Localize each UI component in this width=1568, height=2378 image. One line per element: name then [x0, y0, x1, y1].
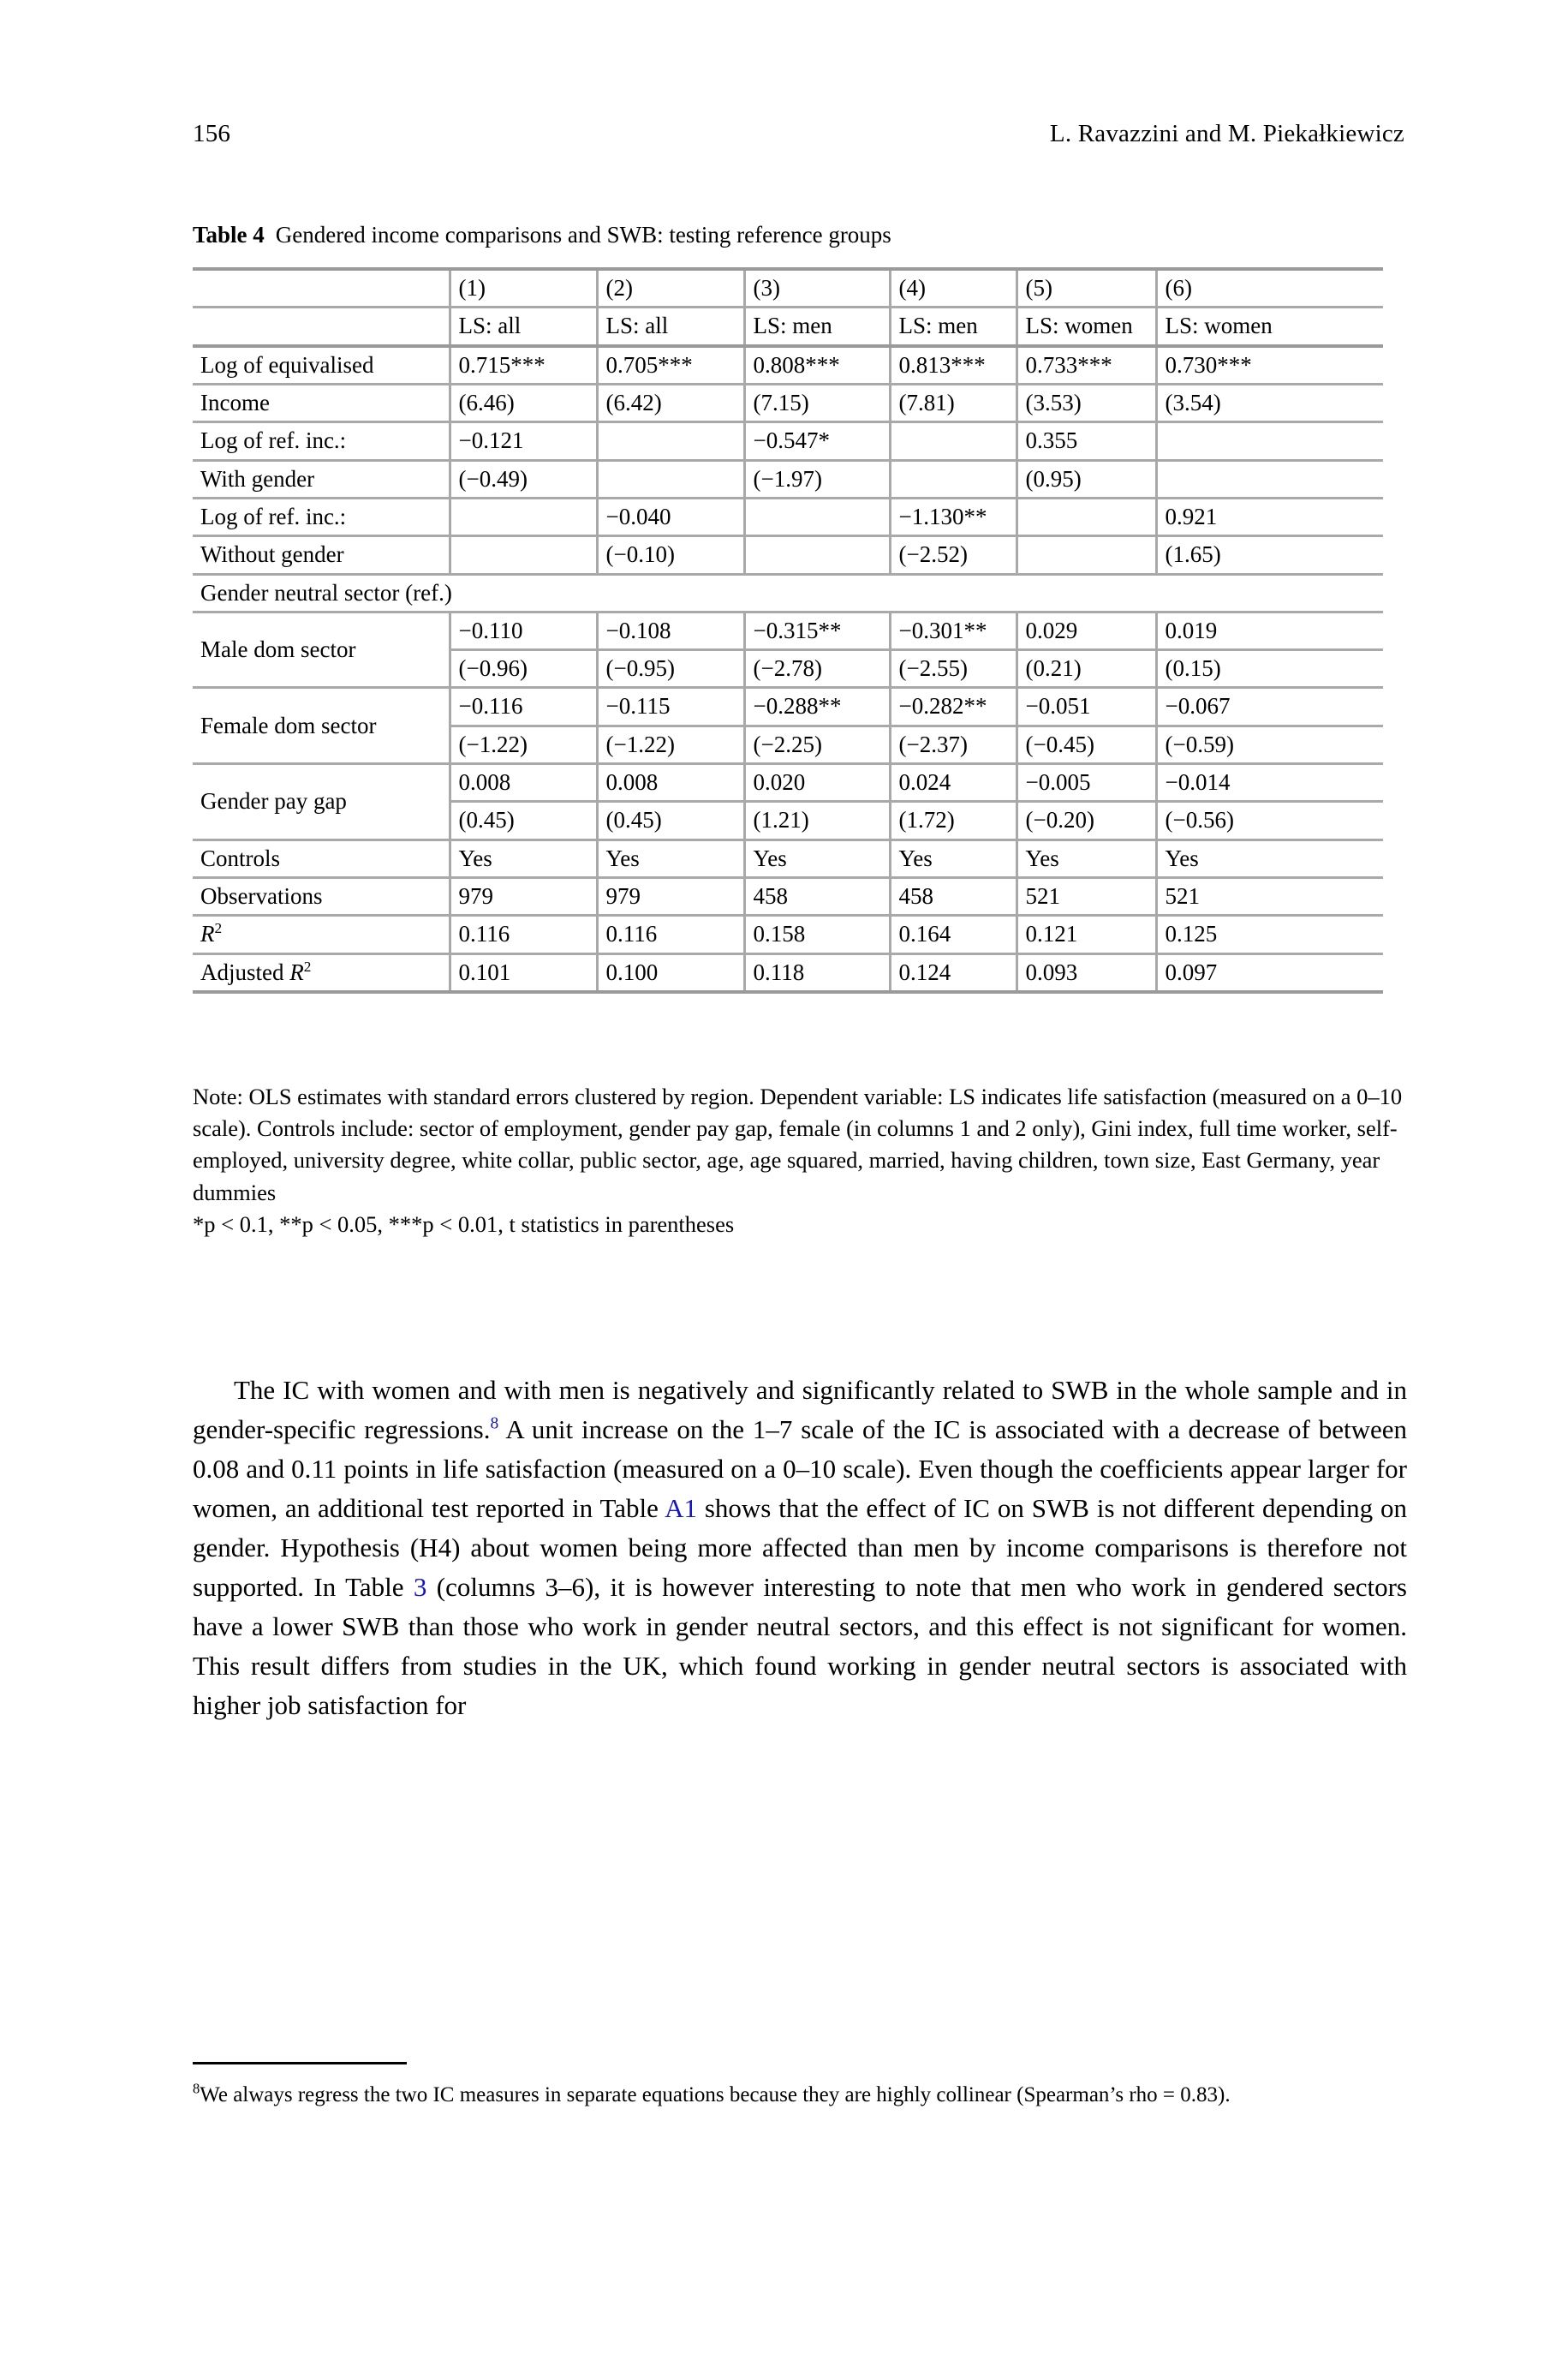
paragraph-text-part-4: (columns 3–6), it is however interesting to note that men who work in gendered sectors have a lower SWB than those who work in gender neutral sectors, and this effect is not significant for women. This result differs from studies in the UK, which found working in gender neutral sectors is associated with higher job satisfaction for	[193, 1572, 1407, 1721]
cell: 979	[597, 878, 744, 916]
cell: (−2.78)	[744, 650, 890, 688]
row-label: Without gender	[193, 536, 450, 574]
cell	[450, 498, 597, 535]
table-header-row-numbers	[193, 269, 1383, 308]
cell	[744, 498, 890, 535]
row-label: With gender	[193, 460, 450, 498]
cell: 0.715***	[450, 346, 597, 385]
cell: 0.020	[744, 764, 890, 802]
table-row	[193, 346, 1383, 385]
cell: 0.024	[890, 764, 1017, 802]
cell: (−0.45)	[1017, 726, 1156, 763]
col-number-6: (6)	[1156, 269, 1383, 308]
col-model-2: LS: all	[597, 308, 744, 346]
table-caption-text: Gendered income comparisons and SWB: testing reference groups	[275, 222, 891, 248]
footnote-block	[193, 2080, 1407, 2110]
cell: (0.21)	[1017, 650, 1156, 688]
row-label: Observations	[193, 878, 450, 916]
cell: (−0.56)	[1156, 802, 1383, 839]
table-row	[193, 460, 1383, 498]
paragraph-text-part-3: shows that the effect of IC on SWB is not different depending on gender. Hypothesis (H4) about women being more affected than men by income comparisons is therefore not supported. In Table	[193, 1493, 1407, 1603]
cell: (1.72)	[890, 802, 1017, 839]
col-model-3: LS: men	[744, 308, 890, 346]
table-4	[193, 267, 1383, 994]
cell: (0.95)	[1017, 460, 1156, 498]
cell: −0.282**	[890, 688, 1017, 726]
cell	[890, 422, 1017, 460]
cell: −0.121	[450, 422, 597, 460]
cell: −0.115	[597, 688, 744, 726]
cell	[744, 536, 890, 574]
footnote-text: We always regress the two IC measures in separate equations because they are highly collinear (Spearman’s rho = 0.83).	[200, 2083, 1231, 2106]
cell: 0.355	[1017, 422, 1156, 460]
cell: (−2.37)	[890, 726, 1017, 763]
cell: Yes	[890, 839, 1017, 877]
cell: (−2.55)	[890, 650, 1017, 688]
table-row	[193, 878, 1383, 916]
cell: (−1.22)	[597, 726, 744, 763]
table-note-text: Note: OLS estimates with standard errors clustered by region. Dependent variable: LS indicates life satisfaction (measured on a 0–10 scale). Controls include: sector of employment, gender pay gap, female (in columns 1 and 2 only), Gini index, full time worker, self-employed, university degree, white collar, public sector, age, age squared, married, having children, town size, East Germany, year dummies	[193, 1084, 1403, 1205]
cell: (0.45)	[450, 802, 597, 839]
row-label-adjusted-r-squared: Adjusted $R^2$	[193, 953, 450, 992]
cell: (−0.96)	[450, 650, 597, 688]
cell: 0.164	[890, 916, 1017, 953]
cell: −0.110	[450, 612, 597, 649]
row-label: Income	[193, 384, 450, 421]
table-note	[193, 1081, 1407, 1240]
row-label: Log of equivalised	[193, 346, 450, 385]
table-3-link[interactable]: 3	[413, 1572, 427, 1603]
cell: (−1.22)	[450, 726, 597, 763]
cell: (−0.49)	[450, 460, 597, 498]
col-model-1: LS: all	[450, 308, 597, 346]
row-label: Female dom sector	[193, 688, 450, 764]
cell: Yes	[744, 839, 890, 877]
col-number-5: (5)	[1017, 269, 1156, 308]
footnote-separator-rule	[193, 2062, 407, 2064]
col-number-1: (1)	[450, 269, 597, 308]
cell: (6.46)	[450, 384, 597, 421]
running-head	[193, 120, 1404, 148]
table-a1-link[interactable]: A1	[665, 1493, 697, 1524]
footnote-reference-8[interactable]: 8	[490, 1414, 499, 1433]
table-label: Table 4	[193, 222, 265, 248]
table-row	[193, 953, 1383, 992]
cell: (−1.97)	[744, 460, 890, 498]
cell: 0.125	[1156, 916, 1383, 953]
table-caption	[193, 221, 1409, 248]
table-row	[193, 688, 1383, 726]
regression-table	[193, 267, 1383, 994]
row-label: Log of ref. inc.:	[193, 498, 450, 535]
cell: 458	[744, 878, 890, 916]
cell: (−0.10)	[597, 536, 744, 574]
row-label: Gender neutral sector (ref.)	[193, 574, 1383, 612]
cell: −0.315**	[744, 612, 890, 649]
cell: (0.45)	[597, 802, 744, 839]
running-head-authors: L. Ravazzini and M. Piekałkiewicz	[1049, 120, 1404, 147]
cell: 0.158	[744, 916, 890, 953]
cell: (1.21)	[744, 802, 890, 839]
table-row	[193, 839, 1383, 877]
cell: (0.15)	[1156, 650, 1383, 688]
cell: 0.116	[450, 916, 597, 953]
cell: −0.014	[1156, 764, 1383, 802]
cell: 0.921	[1156, 498, 1383, 535]
cell: Yes	[1017, 839, 1156, 877]
table-row	[193, 612, 1383, 649]
cell: 0.813***	[890, 346, 1017, 385]
cell: Yes	[450, 839, 597, 877]
cell: −1.130**	[890, 498, 1017, 535]
cell: (−2.52)	[890, 536, 1017, 574]
header-corner-cell-2	[193, 308, 450, 346]
table-significance-note: *p < 0.1, **p < 0.05, ***p < 0.01, t statistics in parentheses	[193, 1210, 735, 1237]
footnote-number: 8	[193, 2080, 200, 2097]
header-corner-cell	[193, 269, 450, 308]
cell: −0.116	[450, 688, 597, 726]
col-number-2: (2)	[597, 269, 744, 308]
cell: 0.029	[1017, 612, 1156, 649]
col-model-6: LS: women	[1156, 308, 1383, 346]
cell: 0.100	[597, 953, 744, 992]
cell: 0.118	[744, 953, 890, 992]
cell: 0.733***	[1017, 346, 1156, 385]
table-row	[193, 422, 1383, 460]
cell: Yes	[1156, 839, 1383, 877]
cell: 0.008	[597, 764, 744, 802]
cell: (−0.95)	[597, 650, 744, 688]
row-label: Log of ref. inc.:	[193, 422, 450, 460]
cell	[597, 460, 744, 498]
cell: (−0.59)	[1156, 726, 1383, 763]
col-number-4: (4)	[890, 269, 1017, 308]
cell: −0.547*	[744, 422, 890, 460]
table-row	[193, 536, 1383, 574]
table-row	[193, 498, 1383, 535]
table-row	[193, 916, 1383, 953]
table-row	[193, 384, 1383, 421]
table-row	[193, 764, 1383, 802]
cell: 0.093	[1017, 953, 1156, 992]
cell: 0.124	[890, 953, 1017, 992]
col-model-4: LS: men	[890, 308, 1017, 346]
paragraph-text-part-1: The IC with women and with men is negatively and significantly related to SWB in the whole sample and in gender-specific regressions.	[193, 1375, 1407, 1445]
col-number-3: (3)	[744, 269, 890, 308]
row-label: Controls	[193, 839, 450, 877]
cell: (6.42)	[597, 384, 744, 421]
body-paragraph	[193, 1371, 1407, 1725]
cell: 0.121	[1017, 916, 1156, 953]
cell	[1156, 422, 1383, 460]
cell: 0.101	[450, 953, 597, 992]
cell: −0.301**	[890, 612, 1017, 649]
cell: (−0.20)	[1017, 802, 1156, 839]
cell: −0.040	[597, 498, 744, 535]
cell: (7.81)	[890, 384, 1017, 421]
cell: −0.051	[1017, 688, 1156, 726]
row-label-r-squared: $R^2$	[193, 916, 450, 953]
cell: Yes	[597, 839, 744, 877]
cell: 0.705***	[597, 346, 744, 385]
cell: −0.288**	[744, 688, 890, 726]
table-row-reference-category	[193, 574, 1383, 612]
col-model-5: LS: women	[1017, 308, 1156, 346]
cell: 521	[1017, 878, 1156, 916]
cell: 0.019	[1156, 612, 1383, 649]
cell: −0.108	[597, 612, 744, 649]
row-label: Gender pay gap	[193, 764, 450, 840]
cell: (−2.25)	[744, 726, 890, 763]
cell: 521	[1156, 878, 1383, 916]
cell: (3.53)	[1017, 384, 1156, 421]
cell: 458	[890, 878, 1017, 916]
cell	[1017, 536, 1156, 574]
table-header-row-models	[193, 308, 1383, 346]
cell	[1156, 460, 1383, 498]
cell: 0.730***	[1156, 346, 1383, 385]
cell	[597, 422, 744, 460]
cell	[890, 460, 1017, 498]
cell: −0.005	[1017, 764, 1156, 802]
cell: (3.54)	[1156, 384, 1383, 421]
cell: (7.15)	[744, 384, 890, 421]
cell: 0.116	[597, 916, 744, 953]
cell: (1.65)	[1156, 536, 1383, 574]
cell: −0.067	[1156, 688, 1383, 726]
cell: 0.008	[450, 764, 597, 802]
cell	[450, 536, 597, 574]
page-number: 156	[193, 120, 231, 147]
cell: 979	[450, 878, 597, 916]
paragraph-text-part-2: A unit increase on the 1–7 scale of the IC is associated with a decrease of between 0.08 and 0.11 points in life satisfaction (measured on a 0–10 scale). Even though the coefficients appear larger for women, an additional test reported in Table	[193, 1414, 1407, 1524]
footnote-item	[193, 2080, 1407, 2110]
cell	[1017, 498, 1156, 535]
cell: 0.097	[1156, 953, 1383, 992]
row-label: Male dom sector	[193, 612, 450, 688]
cell: 0.808***	[744, 346, 890, 385]
